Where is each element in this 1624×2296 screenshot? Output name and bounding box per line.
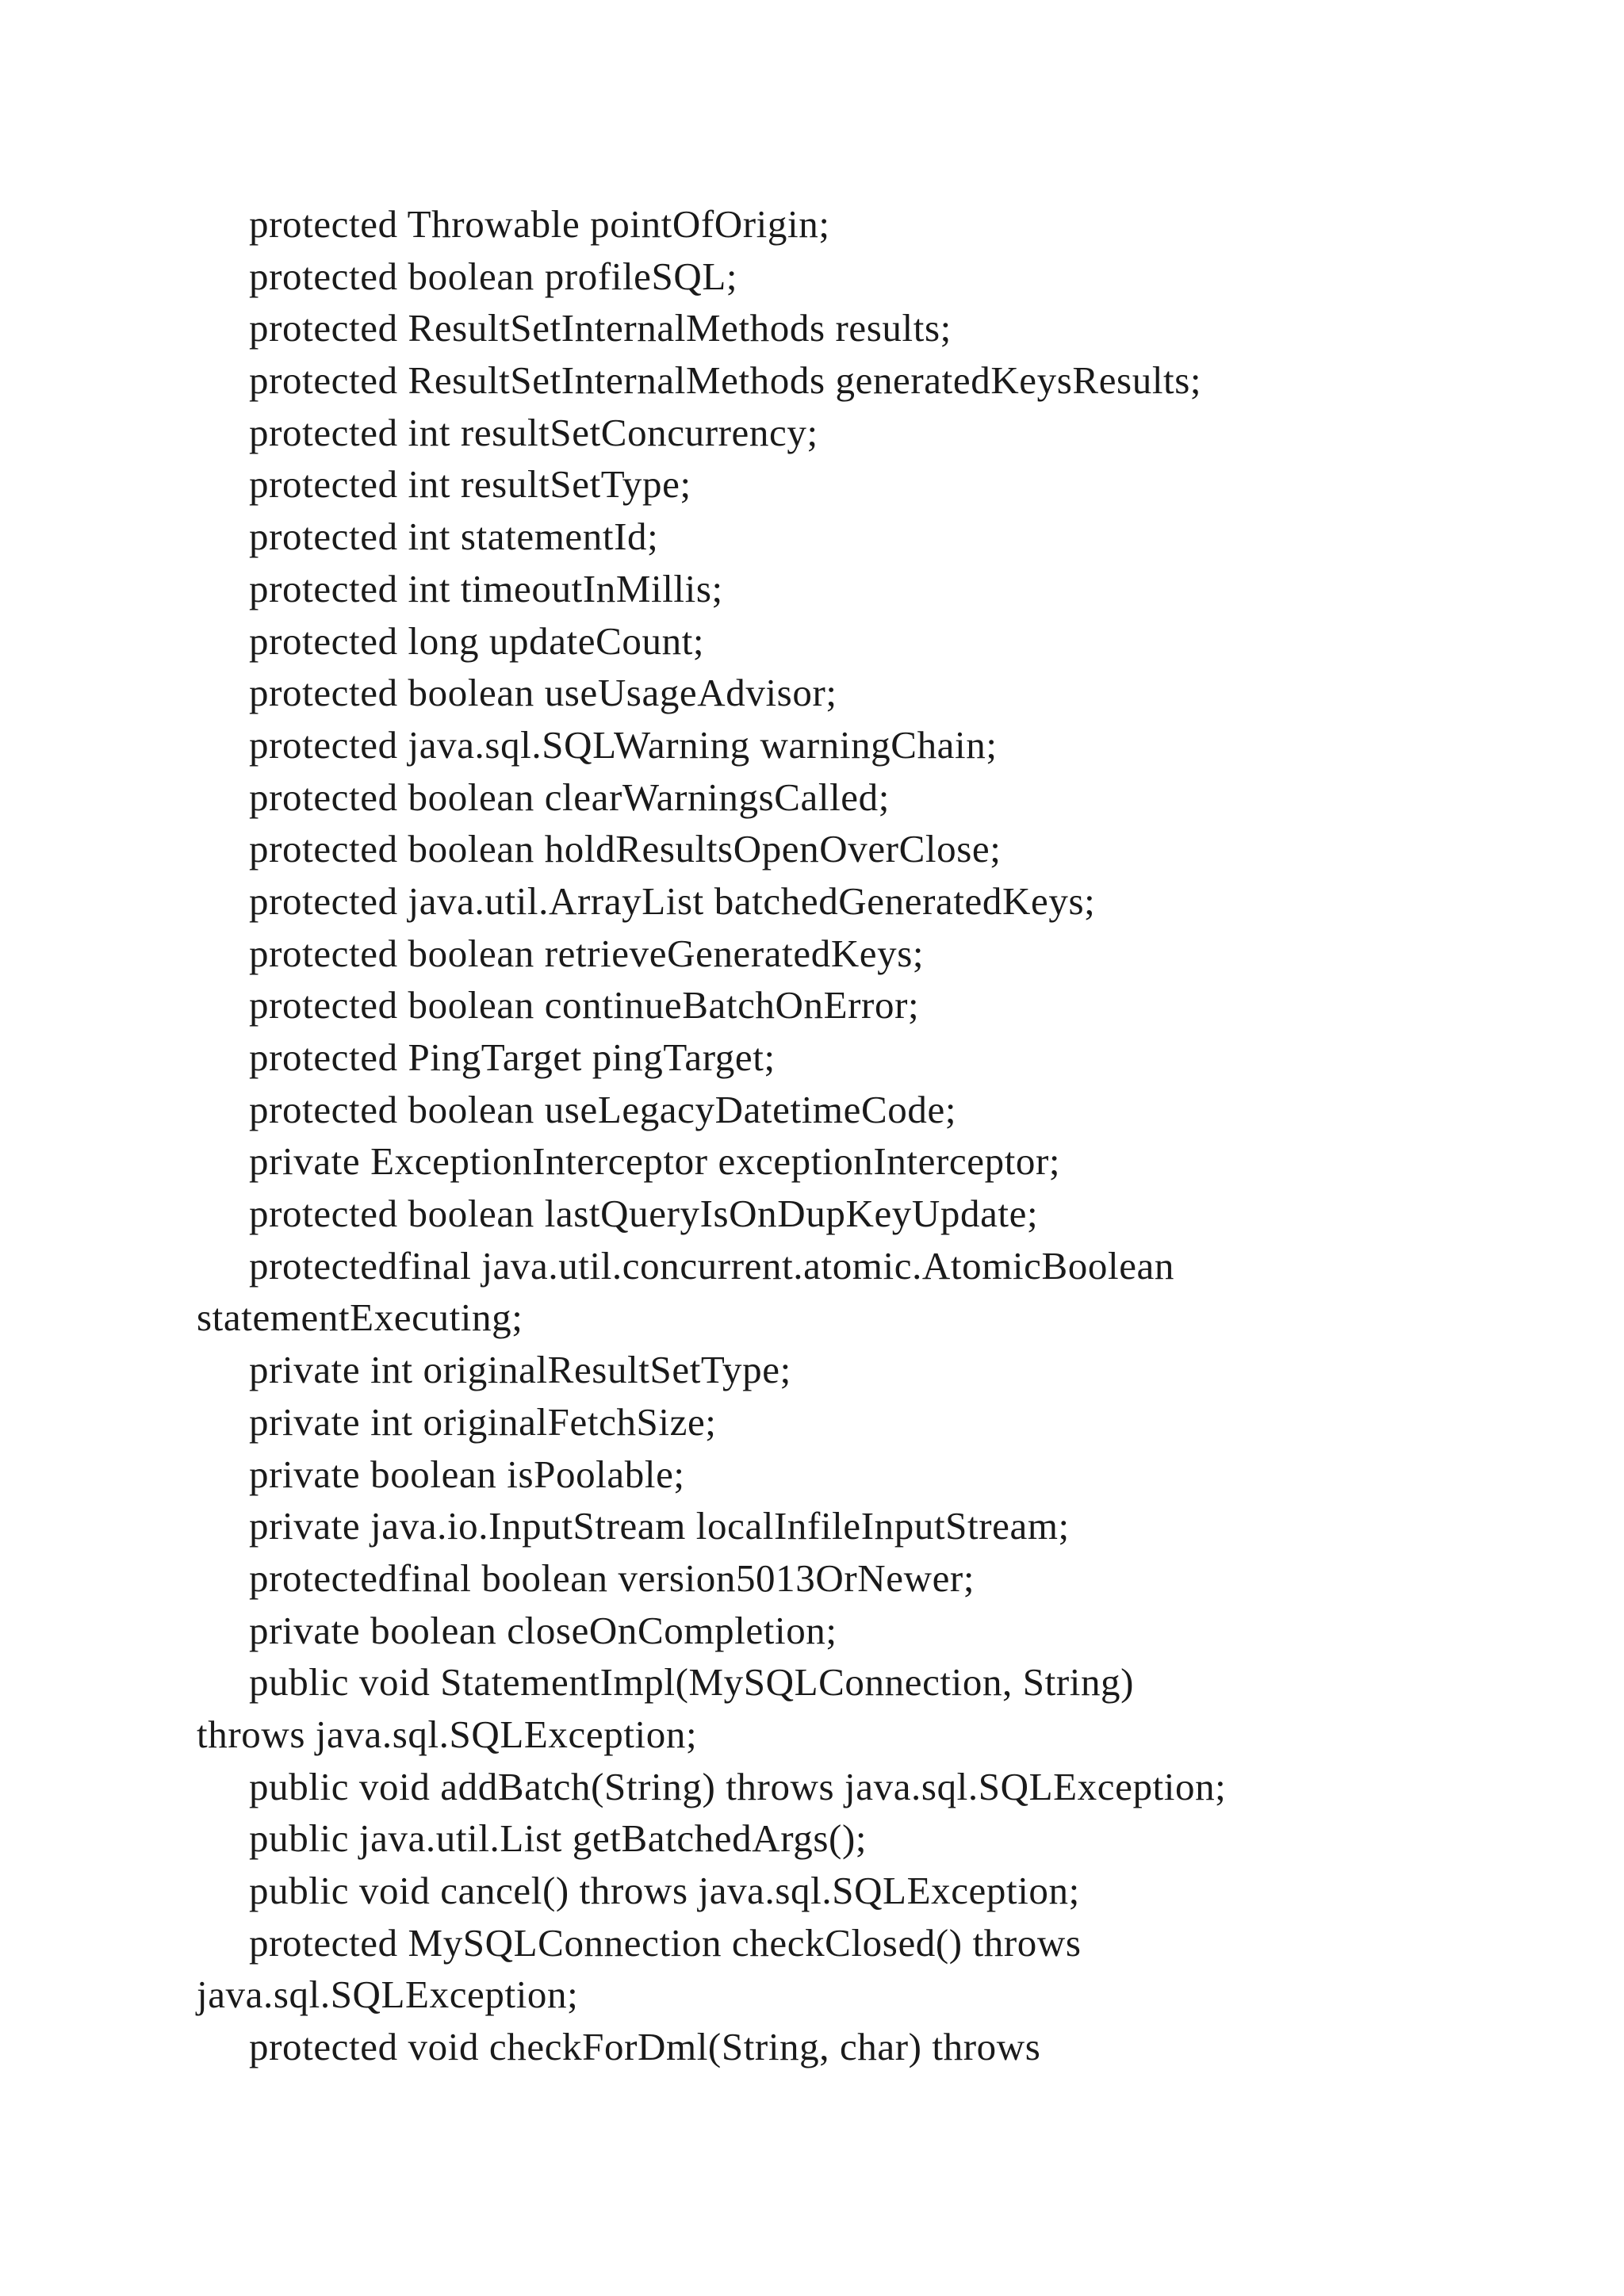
code-line: protected boolean continueBatchOnError; xyxy=(249,983,920,1027)
code-line: protected boolean profileSQL; xyxy=(249,254,738,298)
code-line: protected int resultSetType; xyxy=(249,462,691,507)
code-line: protected boolean retrieveGeneratedKeys; xyxy=(249,931,925,975)
code-line: protected java.sql.SQLWarning warningChain; xyxy=(249,722,998,767)
code-line: protected boolean clearWarningsCalled; xyxy=(249,775,890,819)
code-listing xyxy=(197,198,1529,2073)
code-line: protected long updateCount; xyxy=(249,618,705,663)
code-line: private ExceptionInterceptor exceptionInterceptor; xyxy=(249,1139,1061,1184)
code-line: protected int statementId; xyxy=(249,515,659,559)
code-line: private boolean isPoolable; xyxy=(249,1452,685,1496)
code-line: protected MySQLConnection checkClosed() throws xyxy=(249,1920,1082,1965)
code-line: protected int resultSetConcurrency; xyxy=(249,410,818,454)
code-line: public java.util.List getBatchedArgs(); xyxy=(249,1816,868,1861)
code-line: private java.io.InputStream localInfileInputStream; xyxy=(249,1504,1070,1548)
code-line: protected java.util.ArrayList batchedGeneratedKeys; xyxy=(249,878,1096,923)
code-line: protected boolean lastQueryIsOnDupKeyUpdate; xyxy=(249,1192,1039,1236)
code-line: protected ResultSetInternalMethods results; xyxy=(249,306,952,350)
code-line: protected boolean holdResultsOpenOverClose; xyxy=(249,827,1002,871)
code-line: private int originalFetchSize; xyxy=(249,1399,717,1444)
code-line: private boolean closeOnCompletion; xyxy=(249,1608,837,1652)
code-line-continuation: statementExecuting; xyxy=(197,1295,523,1340)
code-line: protected boolean useUsageAdvisor; xyxy=(249,671,837,715)
code-line-continuation: throws java.sql.SQLException; xyxy=(197,1712,698,1756)
code-line: protected boolean useLegacyDatetimeCode; xyxy=(249,1087,957,1131)
code-line: protected Throwable pointOfOrigin; xyxy=(249,202,830,246)
code-line: protected ResultSetInternalMethods generatedKeysResults; xyxy=(249,358,1202,403)
code-line: public void StatementImpl(MySQLConnection, String) xyxy=(249,1660,1135,1705)
code-line: protectedfinal boolean version5013OrNewer; xyxy=(249,1556,975,1600)
code-line: public void cancel() throws java.sql.SQLException; xyxy=(249,1869,1080,1912)
code-line: private int originalResultSetType; xyxy=(249,1348,791,1392)
code-line: protected PingTarget pingTarget; xyxy=(249,1035,776,1079)
code-line: protectedfinal java.util.concurrent.atomic.AtomicBoolean xyxy=(249,1243,1174,1288)
code-line: protected int timeoutInMillis; xyxy=(249,566,723,610)
code-line: public void addBatch(String) throws java.sql.SQLException; xyxy=(249,1764,1227,1808)
code-line-continuation: java.sql.SQLException; xyxy=(197,1973,579,2017)
code-line: protected void checkForDml(String, char) throws xyxy=(249,2025,1041,2069)
